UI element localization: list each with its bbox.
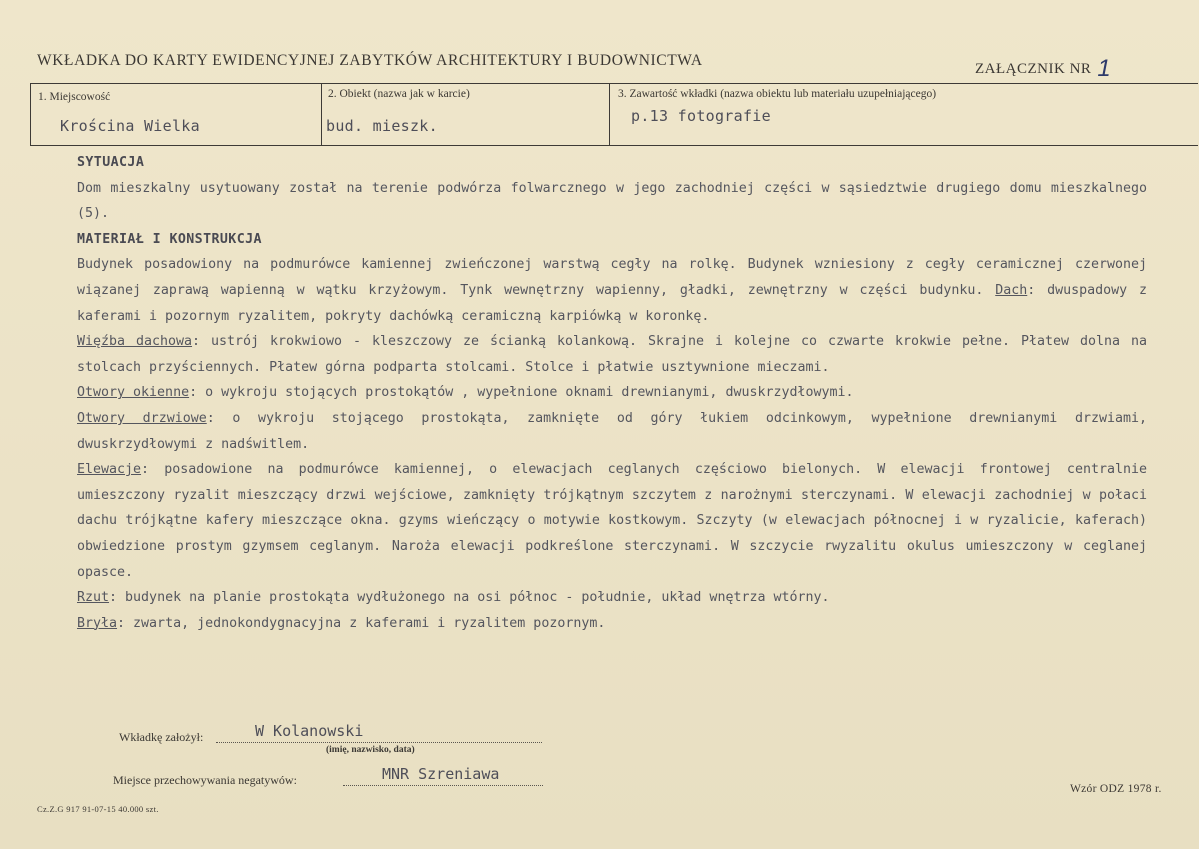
truss-label: Więźba dachowa [77, 334, 193, 350]
roof-label: Dach [995, 282, 1028, 298]
locality-value: Krościna Wielka [60, 117, 200, 135]
field-grid-bottom-line [30, 145, 1198, 146]
truss-paragraph [77, 329, 1147, 380]
mass-text: : zwarta, jednokondygnacyjna z kaferami i ryzalitem pozornym. [117, 615, 606, 631]
form-model: Wzór ODZ 1978 r. [1070, 783, 1162, 795]
material-heading: MATERIAŁ I KONSTRUKCJA [77, 231, 262, 247]
situation-text: Dom mieszkalny usytuowany został na terenie podwórza folwarcznego w jego zachodniej części w sąsiedztwie drugiego domu mieszkalnego (5). [77, 180, 1147, 222]
print-info: Cz.Z.G 917 91-07-15 40.000 szt. [37, 804, 159, 814]
doors-paragraph [77, 406, 1147, 457]
attachment-handwritten-number: 1 [1097, 55, 1112, 82]
attachment-label: ZAŁĄCZNIK NR [975, 61, 1092, 77]
author-value: W Kolanowski [255, 722, 364, 740]
truss-text: : ustrój krokwiowo - kleszczowy ze ścianką kolankową. Skrajne i kolejne co czwarte krokwie pełne. Płatew dolna na stolcach przyściennych. Płatew górna podparta stolcami. Stolce i płatwie usztywnione mieczami. [77, 334, 1147, 375]
plan-text: : budynek na planie prostokąta wydłużonego na osi północ - południe, układ wnętrza wtórny. [109, 590, 830, 606]
mass-paragraph [77, 611, 1147, 637]
material-paragraph [77, 252, 1147, 329]
windows-text: : o wykroju stojących prostokątów , wypełnione oknami drewnianymi, dwuskrzydłowymi. [189, 385, 854, 401]
object-label: 2. Obiekt (nazwa jak w karcie) [328, 88, 470, 100]
elevations-paragraph [77, 457, 1147, 585]
field-grid-top-line [30, 83, 1198, 84]
windows-label: Otwory okienne [77, 385, 190, 401]
attachment-number [975, 52, 1111, 80]
field-grid-divider-2 [609, 83, 610, 146]
plan-label: Rzut [77, 590, 110, 606]
situation-heading: SYTUACJA [77, 155, 145, 170]
mass-label: Bryła [77, 615, 118, 631]
description-body [77, 150, 1147, 636]
locality-label: 1. Miejscowość [38, 91, 111, 103]
field-grid-divider-1 [321, 83, 322, 146]
doors-label: Otwory drzwiowe [77, 410, 207, 426]
elevations-label: Elewacje [77, 462, 142, 478]
field-grid-left-line [30, 83, 31, 146]
windows-paragraph [77, 380, 1147, 406]
roof-text: : dwuspadowy z kaferami i pozornym ryzalitem, pokryty dachówką ceramiczną karpiówką w koronkę. [77, 282, 1148, 324]
elevations-text: : posadowione na podmurówce kamiennej, o elewacjach ceglanych częściowo bielonych. W elewacji frontowej centralnie umieszczony ryzalit mieszczący drzwi wejściowe, zamknięty trójkątnym szczytem z narożnymi sterczynami. W elewacji zachodniej w połaci dachu trójkątne kafery mieszczące okna. gzyms wieńczący o motywie kostkowym. Szczyty (w elewacjach północnej i w ryzalicie, kaferach) obwiedzione prostym gzymsem ceglanym. Naroża elewacji podkreślone sterczynami. W szczycie rwyzalitu okulus umieszczony w ceglanej opasce. [77, 462, 1147, 580]
doors-text: : o wykroju stojącego prostokąta, zamknięte od góry łukiem odcinkowym, wypełnione drewnianymi drzwiami, dwuskrzydłowymi z nadświtlem. [77, 410, 1147, 452]
author-label: Wkładkę założył: [119, 730, 204, 744]
material-text: Budynek posadowiony na podmurówce kamiennej zwieńczonej warstwą cegły na rolkę. Budynek wzniesiony z cegły ceramicznej czerwonej wiązanej zaprawą wapienną w wątku krzyżowym. Tynk wewnętrzny wapienny, gładki, zewnętrzny w części budynku. [77, 257, 1147, 298]
storage-label: Miejsce przechowywania negatywów: [113, 773, 297, 787]
storage-value: MNR Szreniawa [382, 765, 500, 783]
author-caption: (imię, nazwisko, data) [326, 745, 415, 755]
document-title: WKŁADKA DO KARTY EWIDENCYJNEJ ZABYTKÓW ARCHITEKTURY I BUDOWNICTWA [37, 52, 703, 69]
author-dotted-line [216, 742, 542, 743]
storage-dotted-line [343, 785, 543, 786]
contents-label: 3. Zawartość wkładki (nazwa obiektu lub materiału uzupełniającego) [618, 88, 937, 100]
contents-value: p.13 fotografie [631, 107, 771, 125]
object-value: bud. mieszk. [326, 117, 438, 135]
plan-paragraph [77, 585, 1147, 611]
